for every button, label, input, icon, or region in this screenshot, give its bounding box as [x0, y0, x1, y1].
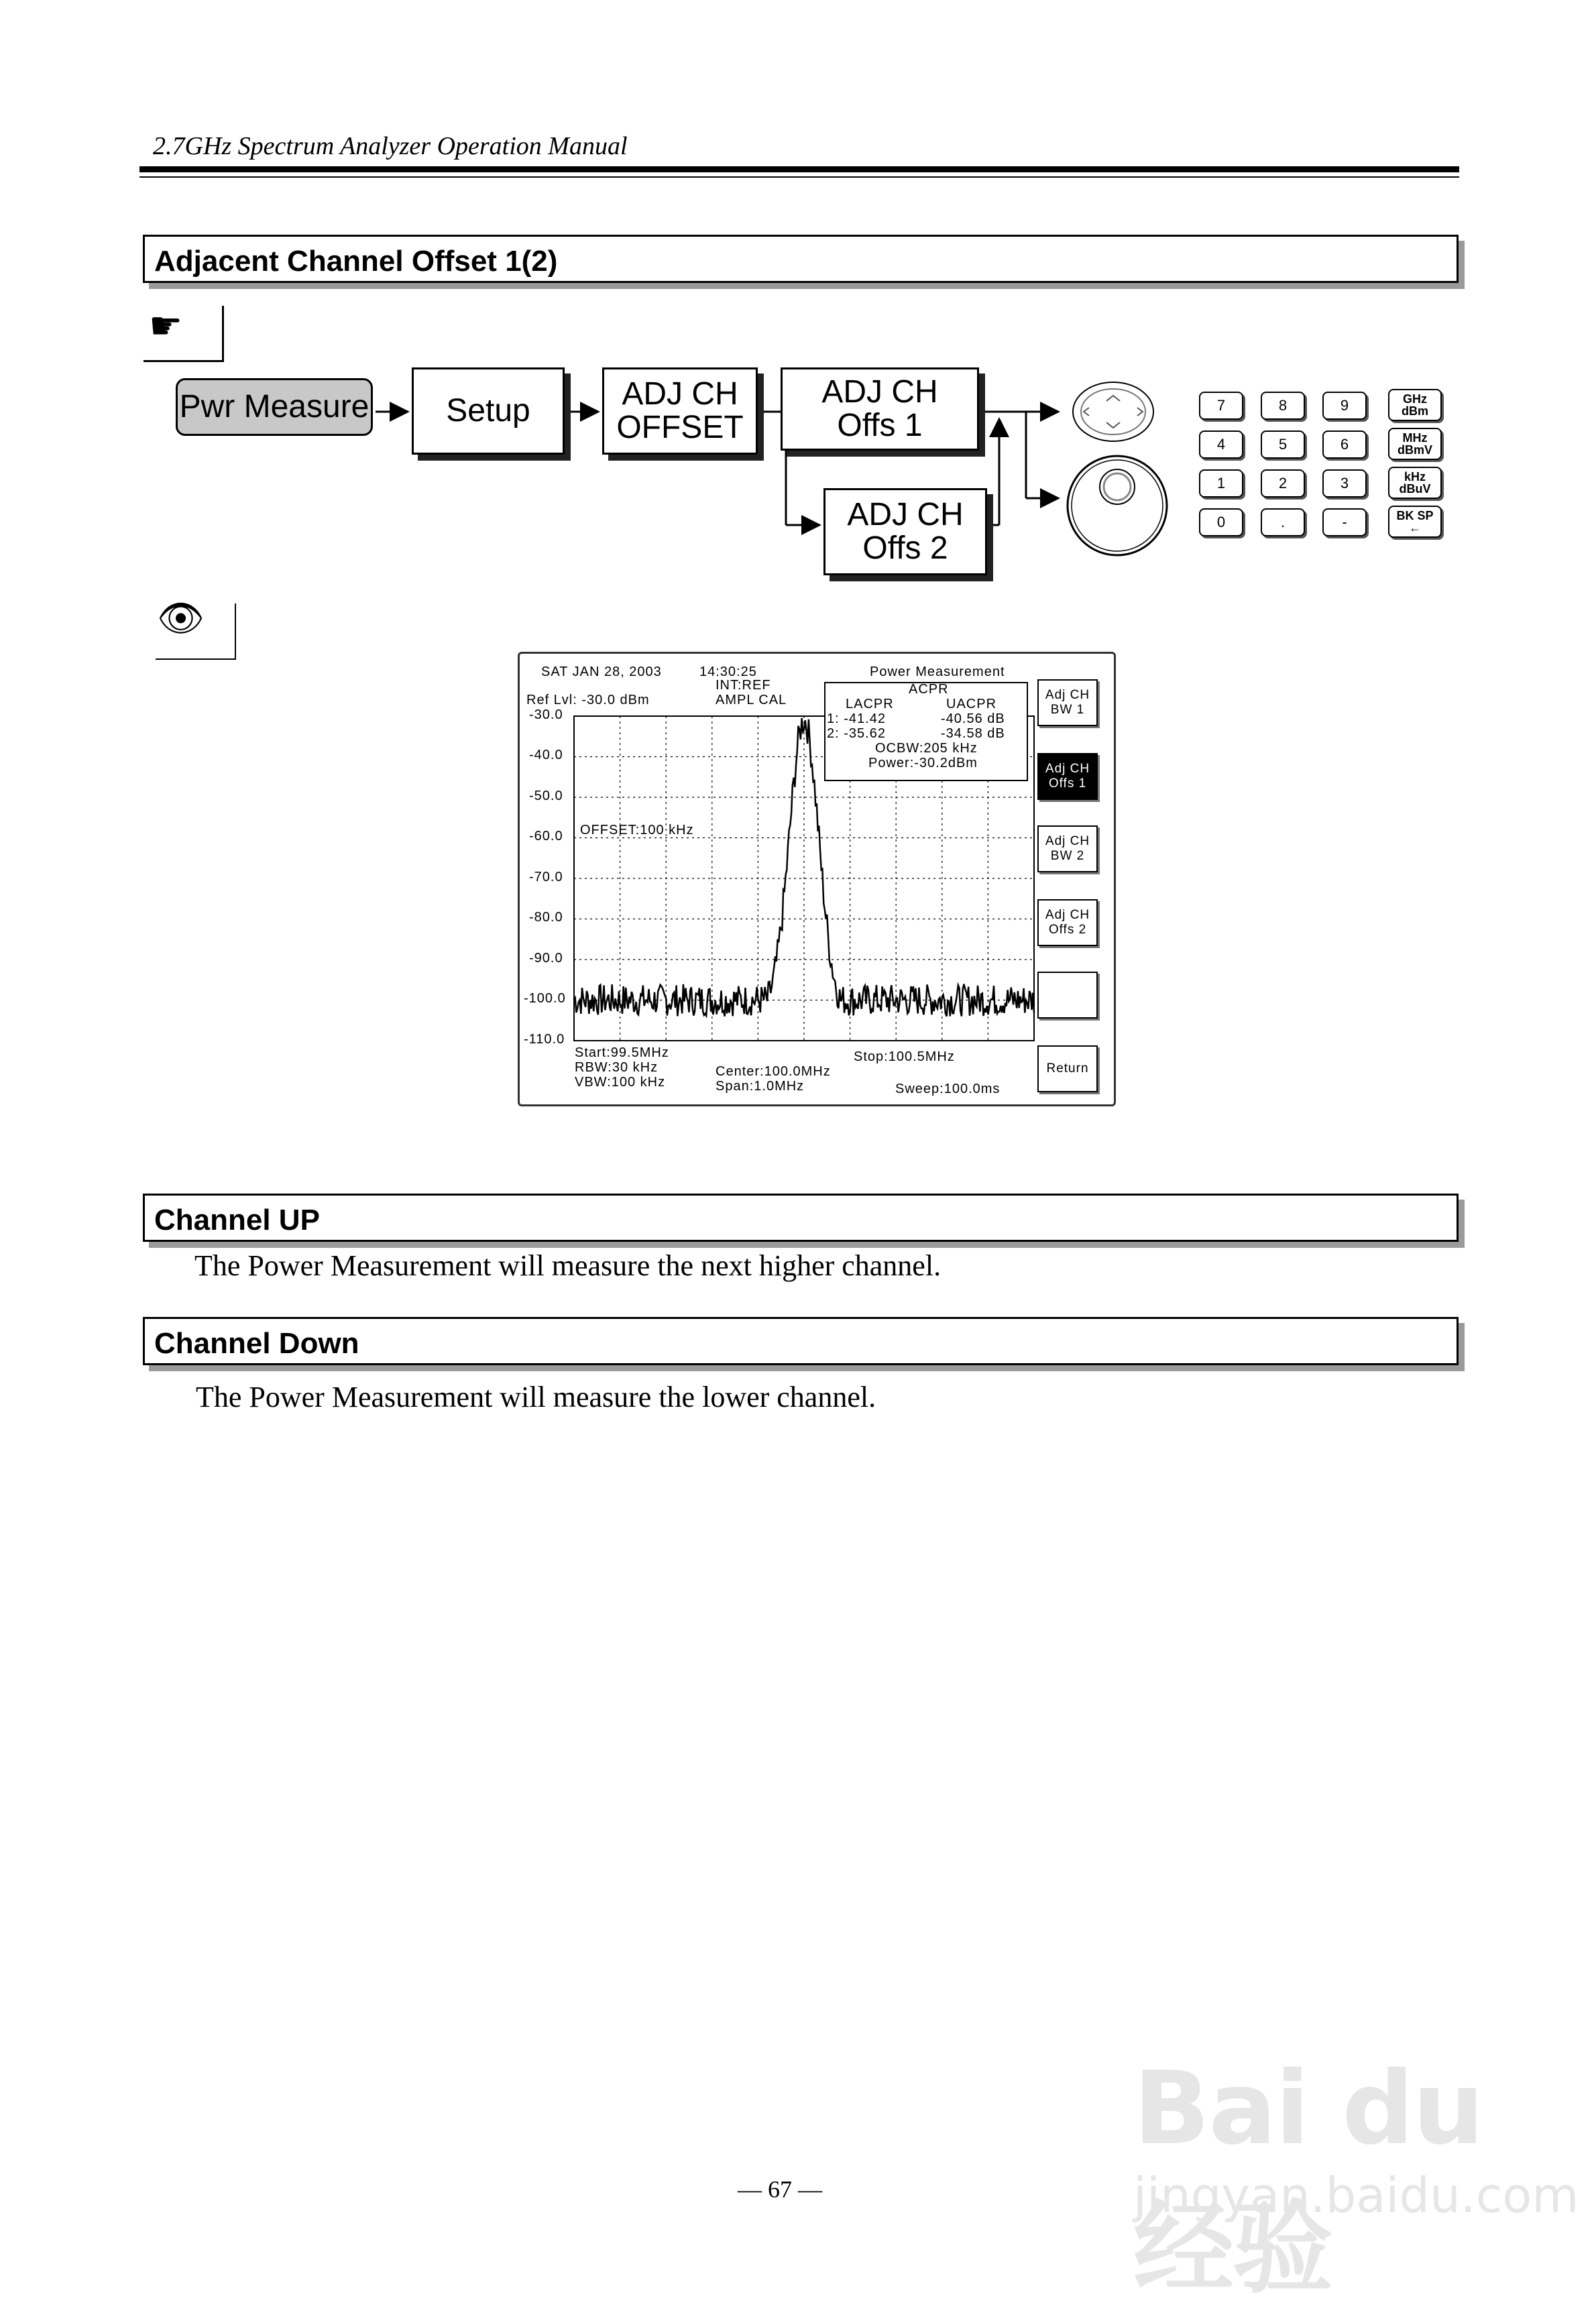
- page-number: — 67 —: [738, 2176, 822, 2203]
- y-label: -40.0: [529, 748, 563, 762]
- acpr-row1-upper: -40.56 dB: [941, 711, 1005, 726]
- power-readout: Power:-30.2dBm: [868, 756, 978, 770]
- section-title: Channel Down: [154, 1327, 359, 1360]
- pwr-measure-button[interactable]: Pwr Measure: [176, 378, 373, 436]
- screen-sweep: Sweep:100.0ms: [895, 1082, 1001, 1096]
- adj-ch-offset-button[interactable]: ADJ CH OFFSET: [602, 367, 758, 455]
- key-unit-bottom: dBm: [1402, 404, 1428, 418]
- section-channel-up: [143, 1194, 1459, 1242]
- key-unit-bottom: dBuV: [1399, 482, 1431, 496]
- section-channel-down: [143, 1317, 1459, 1365]
- channel-up-text: The Power Measurement will measure the next higher channel.: [194, 1249, 942, 1282]
- key-2[interactable]: 2: [1261, 469, 1305, 498]
- uacpr-label: UACPR: [946, 697, 997, 711]
- key-unit-top: MHz: [1402, 431, 1428, 445]
- key-unit-bottom: ←: [1409, 521, 1421, 534]
- screen-ampl-cal: AMPL CAL: [716, 693, 787, 707]
- key-minus[interactable]: -: [1322, 508, 1367, 536]
- key-7[interactable]: 7: [1199, 392, 1243, 420]
- screen-title: Power Measurement: [870, 664, 1005, 679]
- softkey-adj-ch-bw2[interactable]: Adj CH BW 2: [1037, 825, 1098, 872]
- screen-time: 14:30:25: [699, 664, 757, 679]
- screen-vbw: VBW:100 kHz: [575, 1075, 666, 1090]
- softkey-return[interactable]: Return: [1037, 1045, 1098, 1092]
- key-mhz-dbmv[interactable]: [1388, 428, 1442, 460]
- key-1[interactable]: 1: [1199, 469, 1243, 498]
- y-label: -100.0: [524, 991, 566, 1006]
- pointing-hand-icon: ☛: [149, 304, 183, 347]
- screen-center: Center:100.0MHz: [716, 1064, 831, 1079]
- eye-icon: 👁: [157, 597, 205, 639]
- header-title: 2.7GHz Spectrum Analyzer Operation Manual: [153, 132, 628, 160]
- y-label: -50.0: [529, 789, 563, 803]
- acpr-label: ACPR: [909, 682, 949, 697]
- key-4[interactable]: 4: [1199, 430, 1243, 459]
- key-3[interactable]: 3: [1322, 469, 1367, 498]
- screen-ref-level: Ref Lvl: -30.0 dBm: [526, 693, 650, 707]
- setup-button[interactable]: Setup: [412, 367, 565, 455]
- screen-stop: Stop:100.5MHz: [854, 1049, 955, 1064]
- key-unit-top: BK SP: [1396, 509, 1434, 522]
- key-8[interactable]: 8: [1261, 392, 1305, 420]
- acpr-row1-lower: 1: -41.42: [827, 711, 886, 726]
- screen-date: SAT JAN 28, 2003: [541, 664, 662, 679]
- key-khz-dbuv[interactable]: [1388, 467, 1442, 499]
- y-label: -80.0: [529, 910, 563, 925]
- y-label: -30.0: [529, 707, 563, 722]
- channel-down-text: The Power Measurement will measure the lower channel.: [196, 1381, 876, 1413]
- key-ghz-dbm[interactable]: [1388, 389, 1442, 421]
- y-label: -90.0: [529, 951, 563, 966]
- watermark-url: jingyan.baidu.com: [1133, 2167, 1579, 2223]
- key-9[interactable]: 9: [1322, 392, 1367, 420]
- adj-ch-offs2-button[interactable]: ADJ CH Offs 2: [823, 488, 987, 575]
- y-label: -70.0: [529, 870, 563, 884]
- key-dot[interactable]: .: [1261, 508, 1305, 536]
- key-0[interactable]: 0: [1199, 508, 1243, 536]
- softkey-adj-ch-offs1[interactable]: Adj CH Offs 1: [1037, 753, 1098, 800]
- key-unit-top: GHz: [1403, 392, 1427, 406]
- arrow-keys-icon[interactable]: [1070, 380, 1157, 445]
- analyzer-screen: [518, 652, 1116, 1106]
- key-5[interactable]: 5: [1261, 430, 1305, 459]
- y-label: -60.0: [529, 829, 563, 844]
- screen-offset: OFFSET:100 kHz: [580, 823, 694, 837]
- softkey-blank[interactable]: [1037, 972, 1098, 1019]
- key-backspace[interactable]: [1388, 506, 1442, 538]
- ocbw-readout: OCBW:205 kHz: [875, 741, 978, 756]
- section-title: Channel UP: [154, 1204, 320, 1236]
- softkey-adj-ch-offs2[interactable]: Adj CH Offs 2: [1037, 899, 1098, 946]
- screen-int-ref: INT:REF: [716, 678, 771, 693]
- acpr-row2-upper: -34.58 dB: [941, 726, 1005, 741]
- screen-rbw: RBW:30 kHz: [575, 1060, 659, 1075]
- acpr-row2-lower: 2: -35.62: [827, 726, 886, 741]
- lacpr-label: LACPR: [846, 697, 894, 711]
- y-label: -110.0: [524, 1032, 565, 1047]
- screen-span: Span:1.0MHz: [716, 1079, 805, 1094]
- adj-ch-offs1-button[interactable]: ADJ CH Offs 1: [781, 367, 979, 451]
- watermark-logo: Bai du 经验: [1133, 2050, 1483, 2307]
- acpr-readout-box: [824, 682, 1028, 781]
- softkey-adj-ch-bw1[interactable]: Adj CH BW 1: [1037, 679, 1098, 726]
- key-6[interactable]: 6: [1322, 430, 1367, 459]
- key-unit-top: kHz: [1404, 470, 1426, 483]
- rotary-knob-icon[interactable]: [1065, 453, 1172, 561]
- screen-start: Start:99.5MHz: [575, 1045, 669, 1060]
- section-title: Adjacent Channel Offset 1(2): [154, 245, 558, 278]
- key-unit-bottom: dBmV: [1397, 443, 1432, 457]
